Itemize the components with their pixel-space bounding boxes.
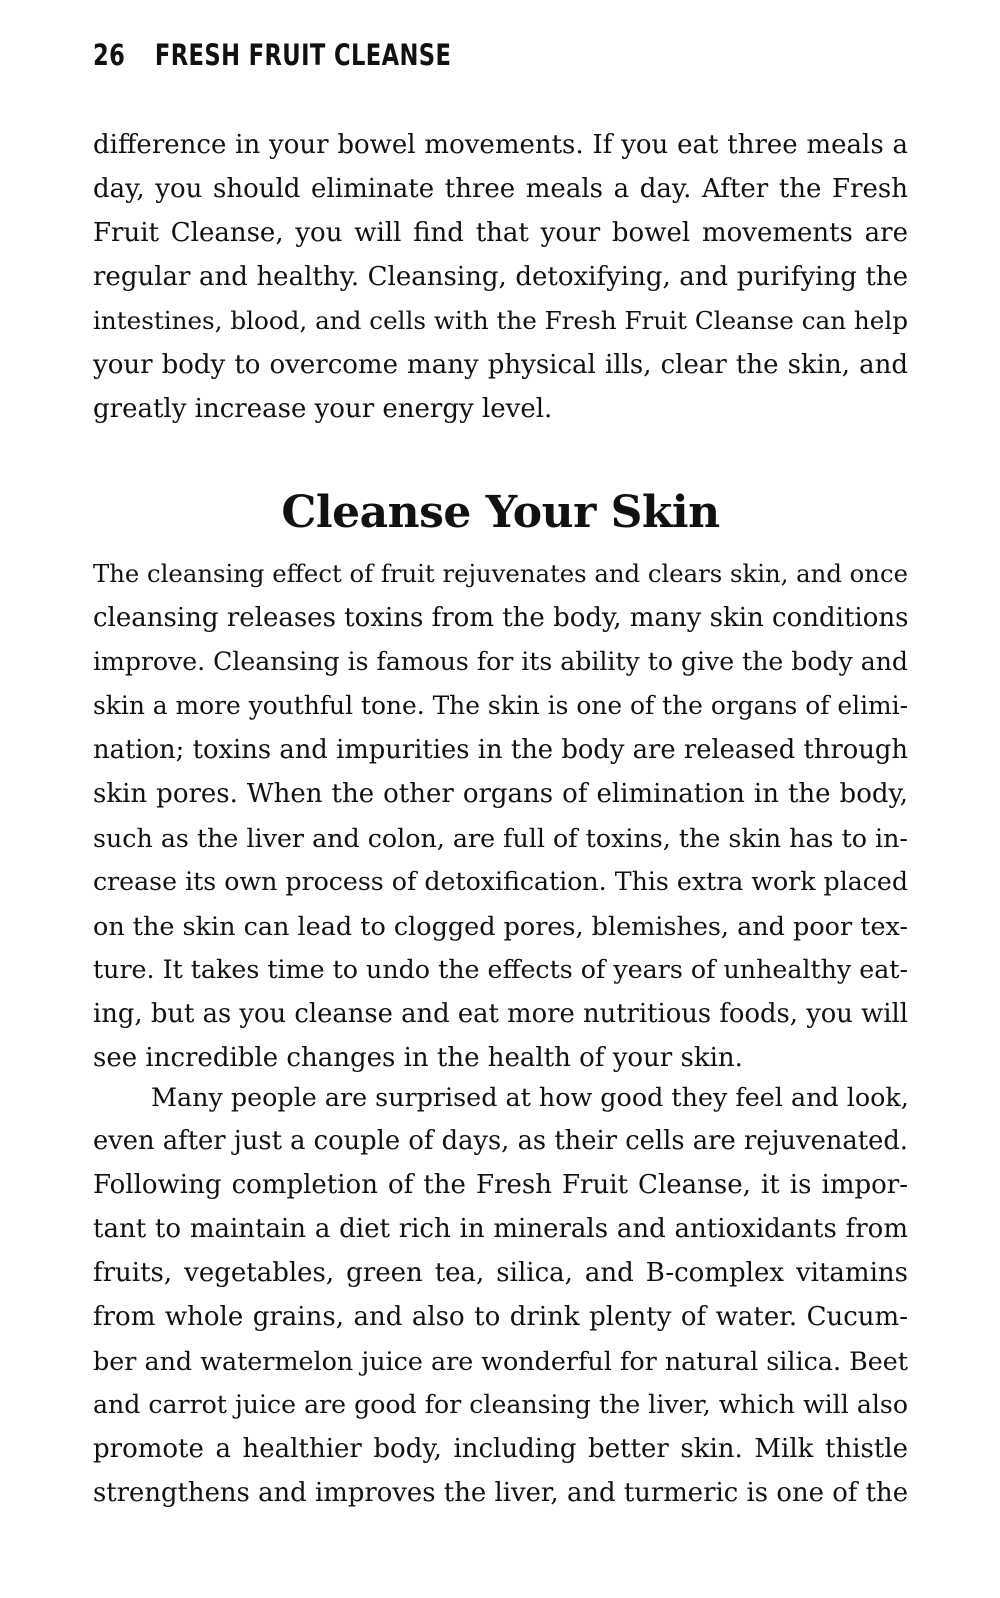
running-head (93, 30, 451, 80)
text-line: fruits, vegetables, green tea, silica, and B-complex vitamins (93, 1258, 908, 1288)
text-line: The cleansing effect of fruit rejuvenates and clears skin, and once (93, 559, 908, 588)
text-line: Fruit Cleanse, you will find that your bowel movements are (93, 218, 908, 248)
text-line: crease its own process of detoxification. This extra work placed (93, 867, 908, 896)
text-line: skin a more youthful tone. The skin is one of the organs of elimi- (93, 691, 908, 720)
text-line: tant to maintain a diet rich in minerals and antioxidants from (93, 1214, 908, 1244)
book-title: FRESH FRUIT CLEANSE (154, 38, 452, 72)
text-line: improve. Cleansing is famous for its ability to give the body and (93, 647, 908, 676)
page-number: 26 (93, 38, 126, 72)
text-line: such as the liver and colon, are full of toxins, the skin has to in- (93, 823, 908, 853)
text-line: even after just a couple of days, as their cells are rejuvenated. (93, 1126, 908, 1156)
text-line: cleansing releases toxins from the body, many skin conditions (93, 603, 909, 633)
text-line: see incredible changes in the health of your skin. (93, 1043, 743, 1073)
text-line: skin pores. When the other organs of elimination in the body, (93, 779, 908, 809)
text-line: on the skin can lead to clogged pores, blemishes, and poor tex- (93, 911, 908, 941)
paragraph-skin-followup (93, 1075, 908, 1515)
text-line: and carrot juice are good for cleansing the liver, which will also (93, 1390, 908, 1419)
text-line: your body to overcome many physical ills, clear the skin, and (93, 350, 908, 380)
text-line: from whole grains, and also to drink plenty of water. Cucum- (93, 1302, 908, 1332)
text-line: intestines, blood, and cells with the Fresh Fruit Cleanse can help (93, 306, 908, 335)
section-heading: Cleanse Your Skin (281, 487, 720, 538)
text-line: ture. It takes time to undo the effects of years of unhealthy eat- (93, 955, 908, 984)
text-line: ber and watermelon juice are wonderful for natural silica. Beet (93, 1346, 908, 1376)
text-line: Following completion of the Fresh Fruit Cleanse, it is impor- (93, 1170, 908, 1200)
text-line: regular and healthy. Cleansing, detoxifying, and purifying the (93, 262, 908, 292)
paragraph-continued (93, 123, 908, 431)
paragraph-skin-intro (93, 552, 908, 1080)
text-line: Many people are surprised at how good they feel and look, (151, 1082, 909, 1112)
text-line: promote a healthier body, including better skin. Milk thistle (93, 1434, 908, 1464)
text-line: difference in your bowel movements. If you eat three meals a (93, 130, 908, 160)
text-line: ing, but as you cleanse and eat more nutritious foods, you will (93, 999, 908, 1029)
text-line: day, you should eliminate three meals a day. After the Fresh (93, 174, 908, 204)
text-line: greatly increase your energy level. (93, 394, 553, 424)
text-line: strengthens and improves the liver, and turmeric is one of the (93, 1478, 908, 1508)
text-line: nation; toxins and impurities in the body are released through (93, 735, 908, 765)
